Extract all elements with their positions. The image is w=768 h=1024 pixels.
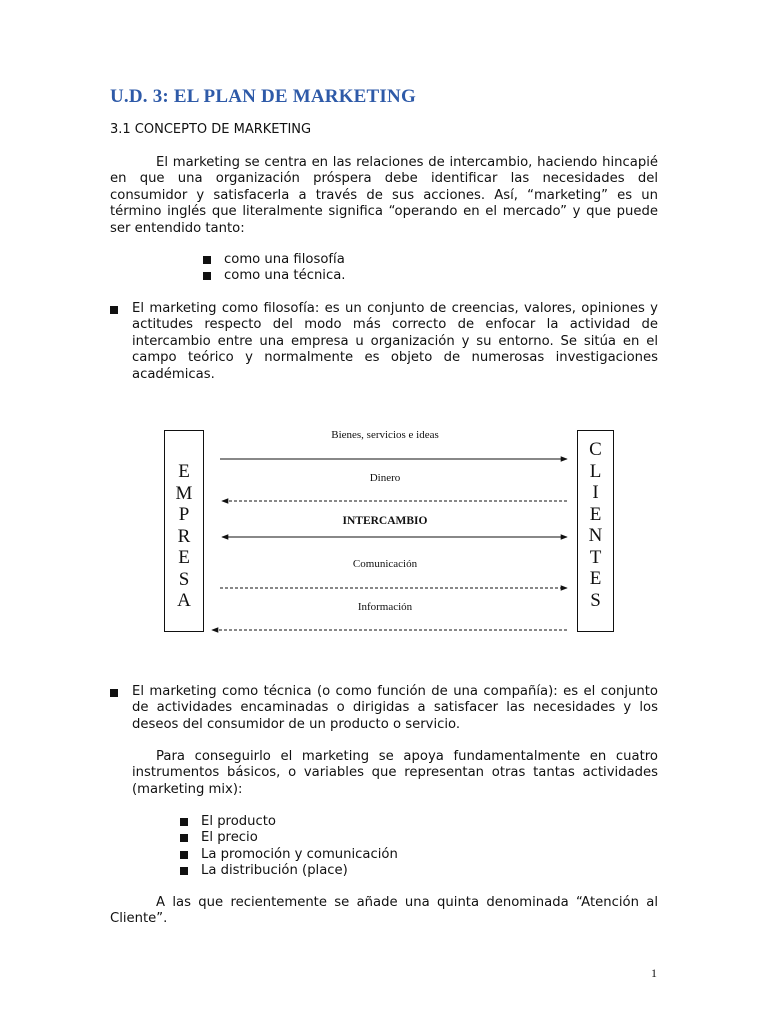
clientes-letter: E xyxy=(589,568,602,589)
closing-paragraph: A las que recientemente se añade una quinta denominada “Atención al Cliente”. xyxy=(110,895,658,927)
empresa-letter: E xyxy=(178,461,190,482)
empresa-letter: M xyxy=(175,482,193,504)
section-heading: 3.1 CONCEPTO DE MARKETING xyxy=(110,122,312,137)
list-item: La promoción y comunicación xyxy=(201,847,398,862)
empresa-letter: S xyxy=(178,568,190,590)
clientes-letter: N xyxy=(588,525,603,546)
list-item: El producto xyxy=(201,814,276,829)
clientes-letter: C xyxy=(589,439,602,460)
bullet-square-icon xyxy=(110,689,118,697)
list-item: como una técnica. xyxy=(224,268,346,283)
empresa-letter: A xyxy=(177,590,191,611)
clientes-letter: S xyxy=(590,589,601,611)
bullet-square-icon xyxy=(180,834,188,842)
bullet-square-icon xyxy=(180,818,188,826)
list-item: La distribución (place) xyxy=(201,863,348,878)
exchange-label: INTERCAMBIO xyxy=(342,515,428,527)
page-number: 1 xyxy=(651,966,657,980)
instruments-paragraph: Para conseguirlo el marketing se apoya fundamentalmente en cuatro instrumentos básicos, o variables que representan otras tantas actividades (marketing mix): xyxy=(132,749,658,797)
clientes-letter: I xyxy=(592,482,599,503)
empresa-letter: E xyxy=(178,547,190,568)
clientes-letter: L xyxy=(589,460,602,482)
clientes-letter: T xyxy=(589,546,602,568)
intro-paragraph: El marketing se centra en las relaciones de intercambio, haciendo hincapié en que una organización próspera debe identificar las necesidades del consumidor y satisfacerla a través de sus acciones. Así, “marketing” es un término inglés que literalmente significa “operando en el mercado” y que puede ser entendido tanto: xyxy=(110,155,658,236)
bullet-square-icon xyxy=(180,851,188,859)
technique-paragraph: El marketing como técnica (o como función de una compañía): es el conjunto de actividades encaminadas o dirigidas a satisfacer las necesidades y los deseos del consumidor de un producto o servicio. xyxy=(132,684,658,732)
goods-label: Bienes, servicios e ideas xyxy=(331,429,439,441)
money-label: Dinero xyxy=(369,472,401,484)
philosophy-paragraph: El marketing como filosofía: es un conjunto de creencias, valores, opiniones y actitudes respecto del modo más correcto de enfocar la actividad de intercambio entre una empresa u organización y su entorno. Se sitúa en el campo teórico y normalmente es objeto de numerosas investigaciones académicas. xyxy=(132,301,658,382)
empresa-letter: P xyxy=(178,504,190,525)
bullet-square-icon xyxy=(180,867,188,875)
list-item: El precio xyxy=(201,830,258,845)
empresa-letter: R xyxy=(177,525,191,547)
clientes-letter: E xyxy=(589,503,602,525)
communication-label: Comunicación xyxy=(352,558,418,570)
list-item: como una filosofía xyxy=(224,252,345,267)
information-label: Información xyxy=(357,601,413,613)
page-title: U.D. 3: EL PLAN DE MARKETING xyxy=(110,86,416,107)
